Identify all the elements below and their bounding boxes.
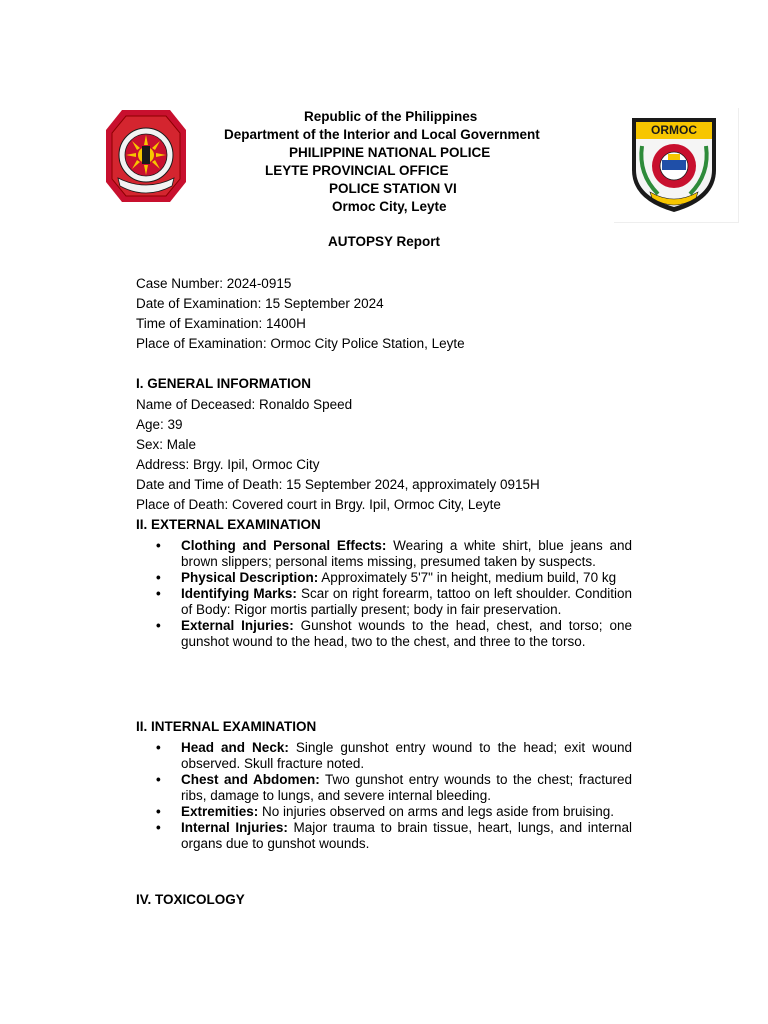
item-label: Extremities: [181,804,259,819]
list-item [136,586,632,618]
bullet-icon: • [156,804,161,819]
deceased-age: Age: 39 [136,417,183,432]
exam-place: Place of Examination: Ormoc City Police Station, Leyte [136,336,465,351]
list-item [136,804,632,820]
header-pnp: PHILIPPINE NATIONAL POLICE [289,145,491,160]
item-text: No injuries observed on arms and legs aside from bruising. [258,804,614,819]
item-label: Clothing and Personal Effects: [181,538,387,553]
item-text: Gunshot wounds to the head, chest, and torso; one gunshot wound to the head, two to the chest, and three to the torso. [181,618,632,649]
item-text: Major trauma to brain tissue, heart, lungs, and internal organs due to gunshot wounds. [181,820,632,851]
death-place: Place of Death: Covered court in Brgy. Ipil, Ormoc City, Leyte [136,497,501,512]
bullet-icon: • [156,820,161,835]
item-label: Physical Description: [181,570,319,585]
item-label: Chest and Abdomen: [181,772,320,787]
list-item [136,820,632,852]
deceased-name: Name of Deceased: Ronaldo Speed [136,397,353,412]
item-text: Single gunshot entry wound to the head; exit wound observed. Skull fracture noted. [181,740,632,771]
section-internal-heading: II. INTERNAL EXAMINATION [136,719,317,734]
item-label: Head and Neck: [181,740,289,755]
list-item [136,772,632,804]
report-title: AUTOPSY Report [327,234,441,249]
deceased-address: Address: Brgy. Ipil, Ormoc City [136,457,320,472]
death-date-time: Date and Time of Death: 15 September 2024, approximately 0915H [136,477,540,492]
item-label: Internal Injuries: [181,820,288,835]
item-text: Two gunshot entry wounds to the chest; fractured ribs, damage to lungs, and severe internal bleeding. [181,772,632,803]
bullet-icon: • [156,570,161,585]
list-item [136,740,632,772]
bullet-icon: • [156,740,161,755]
deceased-sex: Sex: Male [136,437,197,452]
header-dilg: Department of the Interior and Local Government [224,127,540,142]
internal-findings-list [136,740,632,852]
ormoc-banner-text: ORMOC [651,123,697,137]
bullet-icon: • [156,586,161,601]
header-republic: Republic of the Philippines [304,109,478,124]
item-text: Scar on right forearm, tattoo on left shoulder. Condition of Body: Rigor mortis partially present; body in fair preservation. [181,586,633,617]
external-findings-list [136,538,632,650]
list-item [136,538,632,570]
header-city: Ormoc City, Leyte [332,199,447,214]
list-item [136,570,632,586]
header-police-station: POLICE STATION VI [329,181,457,196]
ormoc-police-logo [628,114,720,214]
bullet-icon: • [156,538,161,553]
bullet-icon: • [156,618,161,633]
item-label: External Injuries: [181,618,294,633]
section-general-heading: I. GENERAL INFORMATION [136,376,311,391]
section-external-heading: II. EXTERNAL EXAMINATION [136,517,321,532]
item-label: Identifying Marks: [181,586,297,601]
case-number: Case Number: 2024-0915 [136,276,292,291]
exam-time: Time of Examination: 1400H [136,316,306,331]
section-toxicology-heading: IV. TOXICOLOGY [136,892,245,907]
header-provincial-office: LEYTE PROVINCIAL OFFICE [265,163,449,178]
exam-date: Date of Examination: 15 September 2024 [136,296,384,311]
item-text: Wearing a white shirt, blue jeans and brown slippers; personal items missing, presumed taken by suspects. [181,538,632,569]
bullet-icon: • [156,772,161,787]
item-text: Approximately 5'7" in height, medium build, 70 kg [318,570,617,585]
list-item [136,618,632,650]
pnp-seal-logo [104,108,188,204]
